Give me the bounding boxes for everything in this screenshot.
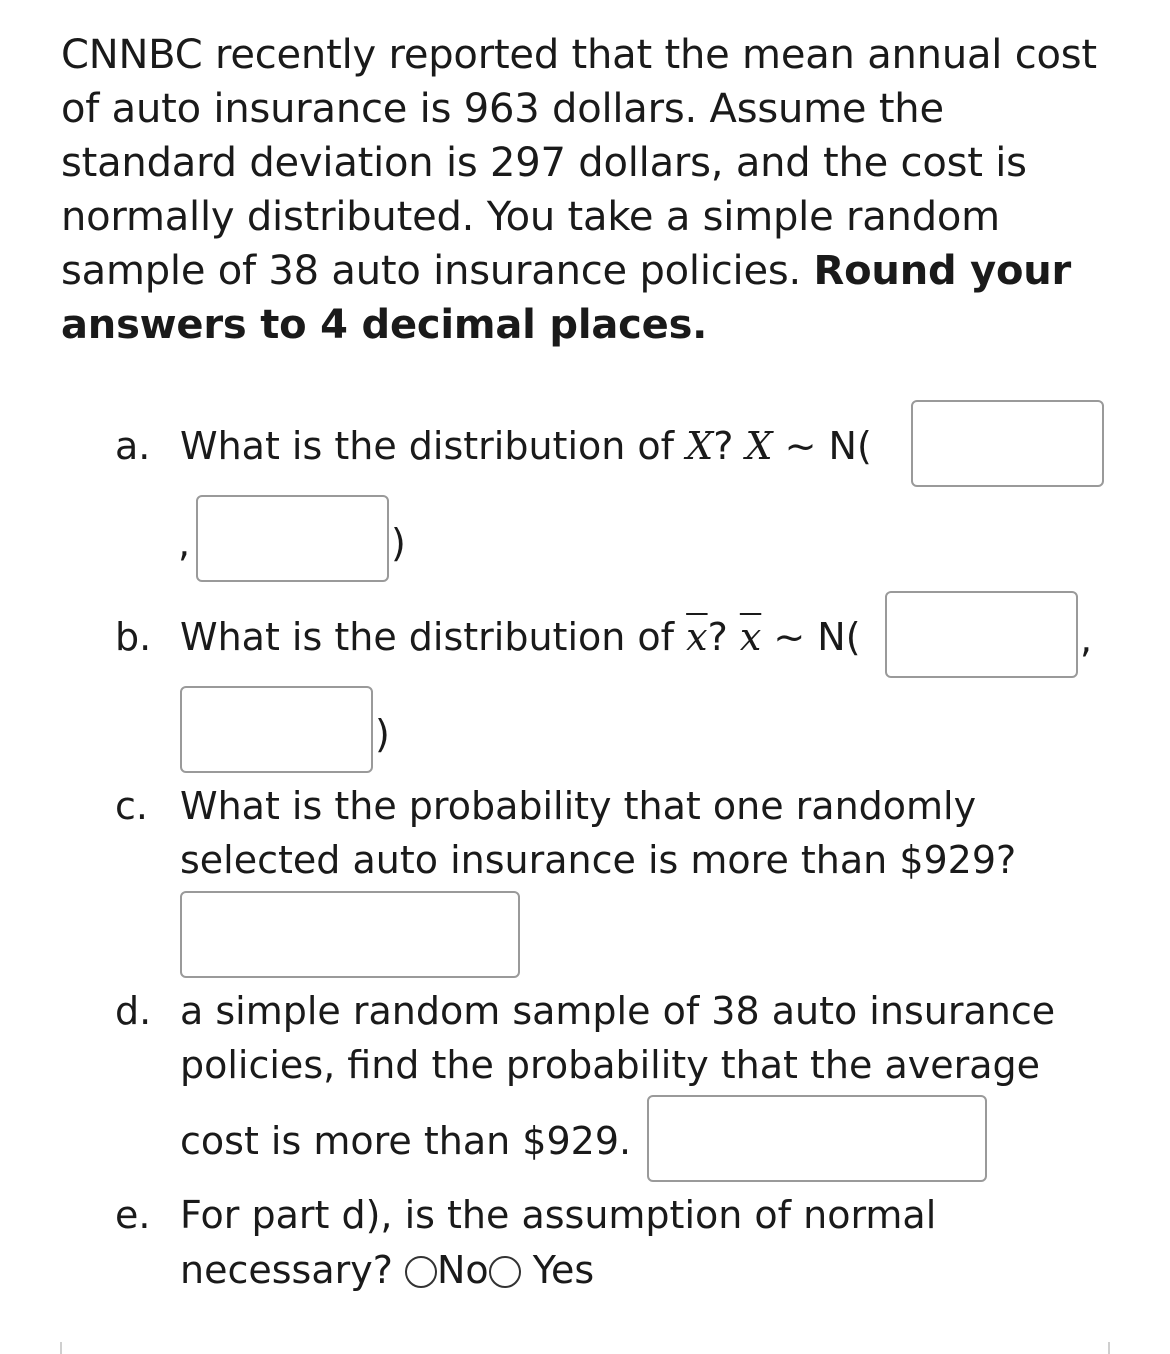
part-e-line2: necessary? — [180, 1248, 393, 1292]
part-b-var: $\overline{x}$ — [686, 615, 708, 659]
part-e-line1: For part d), is the assumption of normal — [180, 1193, 937, 1237]
bottom-right-edge-mark — [1108, 1342, 1110, 1354]
radio-no[interactable] — [405, 1256, 437, 1288]
part-c-line2: selected auto insurance is more than $929? — [180, 838, 1017, 882]
part-a-comma: , — [178, 521, 191, 565]
part-a-sd-input[interactable] — [196, 495, 389, 582]
part-b-question-text: What is the distribution of — [180, 615, 687, 659]
part-c-marker: c. — [115, 784, 148, 828]
part-a-question — [180, 419, 872, 473]
radio-yes[interactable] — [489, 1256, 521, 1288]
part-b-marker: b. — [115, 615, 152, 659]
part-a-var2: X — [745, 424, 773, 468]
problem-text: CNNBC recently reported that the mean annual cost of auto insurance is 963 dollars. Assume the standard deviation is 297 dollars, and the cost is normally distributed. You take a simple random sample of 38 auto insurance policies. — [61, 32, 1097, 294]
part-d-line2: policies, find the probability that the average — [180, 1043, 1041, 1087]
part-a-tilde: ~ N( — [772, 424, 872, 468]
part-b-tilde: ~ N( — [761, 615, 861, 659]
part-d-probability-input[interactable] — [647, 1095, 987, 1182]
part-d-line1: a simple random sample of 38 auto insurance — [180, 989, 1056, 1033]
part-a-marker: a. — [115, 424, 151, 468]
part-b-sd-input[interactable] — [180, 686, 373, 773]
part-c-probability-input[interactable] — [180, 891, 520, 978]
part-d-line3: cost is more than $929. — [180, 1119, 632, 1163]
part-a-question-text: What is the distribution of — [180, 424, 687, 468]
radio-yes-label: Yes — [532, 1248, 595, 1292]
part-b-var2: $\overline{x}$ — [739, 615, 762, 659]
part-c-line1: What is the probability that one randomly — [180, 784, 977, 828]
bottom-left-edge-mark — [60, 1342, 62, 1354]
problem-statement — [61, 28, 1121, 352]
part-b-question — [180, 610, 861, 664]
part-e-marker: e. — [115, 1193, 151, 1237]
part-a-close: ) — [391, 521, 406, 565]
part-e-line2-row — [180, 1243, 594, 1297]
part-a-mean-input[interactable] — [911, 400, 1104, 487]
rounding-instruction: Round your answers to 4 decimal places. — [61, 248, 1072, 348]
part-b-comma: , — [1080, 617, 1093, 661]
part-b-qmark: ? — [707, 615, 740, 659]
part-b-close: ) — [375, 712, 390, 756]
part-d-marker: d. — [115, 989, 152, 1033]
part-b-mean-input[interactable] — [885, 591, 1078, 678]
radio-no-label: No — [437, 1248, 489, 1292]
part-a-var: X — [686, 424, 714, 468]
part-a-qmark: ? — [713, 424, 746, 468]
